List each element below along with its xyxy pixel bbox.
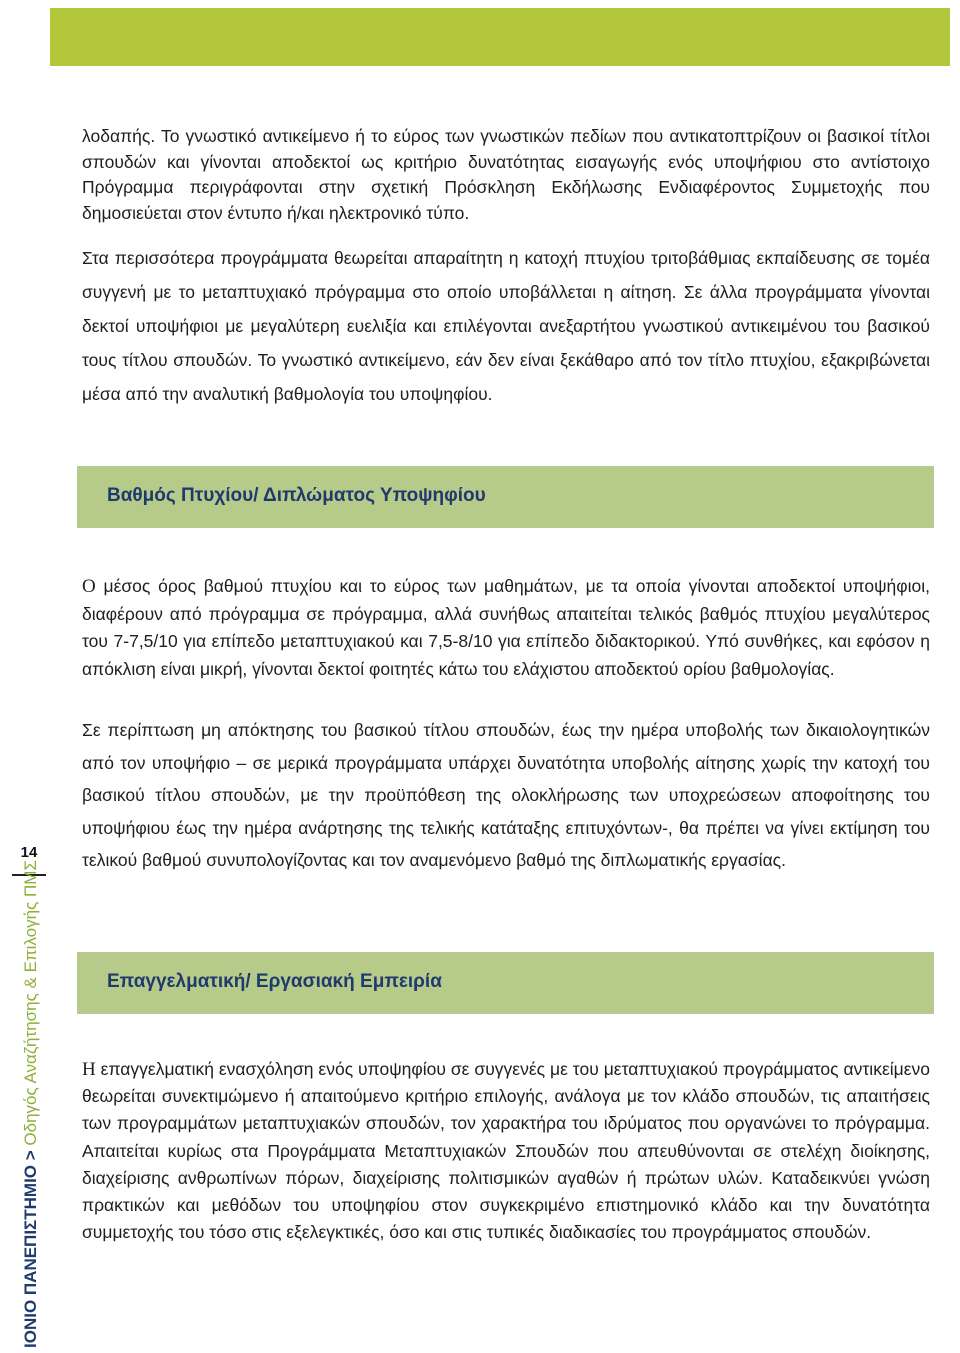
work-experience-paragraph-text: επαγγελματική ενασχόληση ενός υποψηφίου σε συγγενές με του μεταπτυχιακού προγράμματος αντικείμενο θεωρείται συνεκτιμώμενο ή απαιτούμενο κριτήριο επιλογής, ανάλογα με τον κλάδο σπουδών, τις απαιτήσεις των προγραμμάτων μεταπτυχιακών σπουδών, τον χαρακτήρα του ιδρύματος που οργανώνει το πρόγραμμα. Απαιτείται κυρίως στα Προγράμματα Μεταπτυχιακών Σπουδών που απευθύνονται σε στελέχη διοίκησης, διαχείρισης ανθρωπίνων πόρων, διαχείρισης πολιτισμικών αγαθών ή πρώτων υλών. Καταδεικνύει γνώση πρακτικών και μεθόδων του υποψηφίου στον συγκεκριμένο επιστημονικό κλάδο και την δυνατότητα συμμετοχής του τόσο στις εξελεγκτικές, όσο και στις τυπικές διαδικασίες του προγράμματος σπουδών. bbox=[82, 1059, 930, 1243]
breadcrumb-separator: > bbox=[21, 1145, 40, 1165]
degree-grade-paragraph-text: μέσος όρος βαθμού πτυχίου και το εύρος των μαθημάτων, με τα οποία γίνονται αποδεκτοί υποψήφιοι, διαφέρουν από πρόγραμμα σε πρόγραμμα, αλλά συνήθως απαιτείται τελικός βαθμός πτυχίου μεγαλύτερος του 7-7,5/10 για επίπεδο μεταπτυχιακού και 7,5-8/10 για επίπεδο διδακτορικού. Υπό συνθήκες, και εφόσον η απόκλιση είναι μικρή, γίνονται δεκτοί φοιτητές κάτω του ελάχιστου αποδεκτού ορίου βαθμολογίας. bbox=[82, 576, 930, 679]
section-title-work-experience: Επαγγελματική/ Εργασιακή Εμπειρία bbox=[107, 971, 442, 992]
section-title-degree-grade: Βαθμός Πτυχίου/ Διπλώματος Υποψηφίου bbox=[107, 485, 486, 506]
publisher-name: ΙΟΝΙΟ ΠΑΝΕΠΙΣΤΗΜΙΟ bbox=[21, 1164, 40, 1348]
drop-cap-letter: Ο bbox=[82, 576, 96, 597]
header-color-bar bbox=[50, 8, 950, 66]
drop-cap-letter: Η bbox=[82, 1059, 96, 1080]
work-experience-paragraph bbox=[82, 1056, 930, 1246]
degree-grade-paragraph bbox=[82, 573, 930, 683]
page-number: 14 bbox=[20, 844, 38, 861]
pending-degree-paragraph: Σε περίπτωση μη απόκτησης του βασικού τίτλου σπουδών, έως την ημέρα υποβολής των δικαιολογητικών από τον υποψήφιο – σε μερικά προγράμματα υπάρχει δυνατότητα υποβολής αίτησης χωρίς την κατοχή του βασικού τίτλου σπουδών, με την προϋπόθεση της ολοκλήρωσης των υποχρεώσεων αποφοίτησης του υποψήφιου έως την ημέρα ανάρτησης της τελικής κατάταξης επιτυχόντων-, θα πρέπει να γίνει εκτίμηση του τελικού βαθμού συνυπολογίζοντας και τον αναμενόμενο βαθμό της διπλωματικής εργασίας. bbox=[82, 720, 930, 870]
intro-paragraph: λοδαπής. Το γνωστικό αντικείμενο ή το εύρος των γνωστικών πεδίων που αντικατοπτρίζουν οι βασικοί τίτλοι σπουδών και γίνονται αποδεκτοί ως κριτήριο δυνατότητας εισαγωγής ενός υποψήφιου στο αντίστοιχο Πρόγραμμα περιγράφονται στην σχετική Πρόσκληση Εκδήλωσης Ενδιαφέροντος Συμμετοχής που δημοσιεύεται στον έντυπο ή/και ηλεκτρονικό τύπο. bbox=[82, 126, 930, 223]
section-banner-work-experience bbox=[77, 952, 934, 1014]
guide-title: Οδηγός Αναζήτησης & Επιλογής ΠΜΣ bbox=[21, 860, 40, 1146]
section-banner-degree-grade bbox=[77, 466, 934, 528]
prerequisite-paragraph: Στα περισσότερα προγράμματα θεωρείται απαραίτητη η κατοχή πτυχίου τριτοβάθμιας εκπαίδευσης σε τομέα συγγενή με το μεταπτυχιακό πρόγραμμα στο οποίο υποβάλλεται η αίτηση. Σε άλλα προγράμματα γίνονται δεκτοί υποψήφιοι με μεγαλύτερη ευελιξία και επιλέγονται ανεξαρτήτου γνωστικού αντικειμένου του βασικού τους τίτλου σπουδών. Το γνωστικό αντικείμενο, εάν δεν είναι ξεκάθαρο από τον τίτλο πτυχίου, εξακριβώνεται μέσα από την αναλυτική βαθμολογία του υποψηφίου. bbox=[82, 248, 930, 404]
vertical-running-footer bbox=[20, 860, 42, 1348]
